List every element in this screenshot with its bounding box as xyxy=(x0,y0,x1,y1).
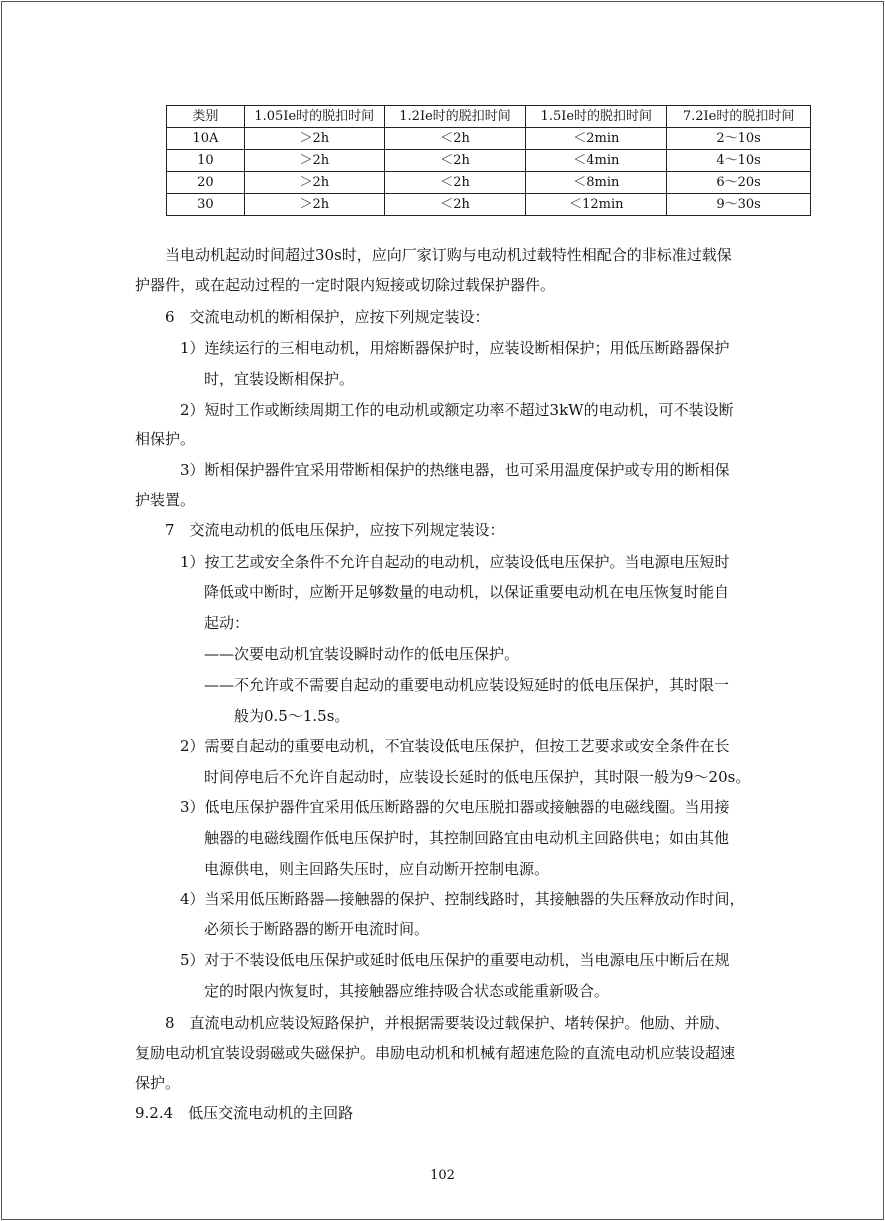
text-line: 定的时限内恢复时，其接触器应维持吸合状态或能重新吸合。 xyxy=(204,982,610,1000)
text-line: 当电动机起动时间超过30s时，应向厂家订购与电动机过载特性相配合的非标准过载保 xyxy=(165,246,732,264)
table-cell: 6～20s xyxy=(667,172,811,194)
table-header-cell: 1.5Ie时的脱扣时间 xyxy=(526,106,667,128)
page-number: 102 xyxy=(430,1168,455,1183)
table-header-cell: 类别 xyxy=(167,106,245,128)
table-cell: 20 xyxy=(167,172,245,194)
text-line: 5）对于不装设低电压保护或延时低电压保护的重要电动机，当电源电压中断后在规 xyxy=(180,951,730,969)
text-line: 2）短时工作或断续周期工作的电动机或额定功率不超过3kW的电动机，可不装设断 xyxy=(180,401,734,419)
table-cell: ＜4min xyxy=(526,150,667,172)
table-row xyxy=(167,194,811,216)
text-line: 2）需要自起动的重要电动机，不宜装设低电压保护，但按工艺要求或安全条件在长 xyxy=(180,737,730,755)
table-cell: ＜2min xyxy=(526,128,667,150)
text-line: 护器件，或在起动过程的一定时限内短接或切除过载保护器件。 xyxy=(135,276,556,294)
table-header-cell: 1.2Ie时的脱扣时间 xyxy=(384,106,526,128)
section-heading: 9.2.4 低压交流电动机的主回路 xyxy=(135,1104,354,1122)
table-header-cell: 1.05Ie时的脱扣时间 xyxy=(244,106,384,128)
table-cell: ＜2h xyxy=(384,172,526,194)
trip-time-table xyxy=(166,105,811,216)
text-line: 4）当采用低压断路器—接触器的保护、控制线路时，其接触器的失压释放动作时间， xyxy=(180,890,745,908)
table-cell: ＜2h xyxy=(384,128,526,150)
table-header-cell: 7.2Ie时的脱扣时间 xyxy=(667,106,811,128)
table-cell: ＞2h xyxy=(244,128,384,150)
table-row xyxy=(167,150,811,172)
text-line: 相保护。 xyxy=(135,430,196,448)
table-cell: ＞2h xyxy=(244,194,384,216)
text-line: 护装置。 xyxy=(135,491,196,509)
table-cell: 9～30s xyxy=(667,194,811,216)
text-line: 必须长于断路器的断开电流时间。 xyxy=(204,920,430,938)
text-line: 复励电动机宜装设弱磁或失磁保护。串励电动机和机械有超速危险的直流电动机应装设超速 xyxy=(135,1044,736,1062)
table-row xyxy=(167,128,811,150)
text-line: 触器的电磁线圈作低电压保护时，其控制回路宜由电动机主回路供电；如由其他 xyxy=(204,829,730,847)
text-line: 降低或中断时，应断开足够数量的电动机，以保证重要电动机在电压恢复时能自 xyxy=(204,583,730,601)
text-line: 般为0.5～1.5s。 xyxy=(234,707,350,725)
text-line: 时，宜装设断相保护。 xyxy=(204,370,355,388)
text-line: 3）低电压保护器件宜采用低压断路器的欠电压脱扣器或接触器的电磁线圈。当用接 xyxy=(180,798,730,816)
text-line: 6 交流电动机的断相保护，应按下列规定装设： xyxy=(165,308,490,326)
table-cell: ＜8min xyxy=(526,172,667,194)
table-cell: ＜12min xyxy=(526,194,667,216)
text-line: 时间停电后不允许自起动时，应装设长延时的低电压保护，其时限一般为9～20s。 xyxy=(204,768,751,786)
table-cell: ＜2h xyxy=(384,150,526,172)
text-line: 起动： xyxy=(204,614,250,632)
text-line: 3）断相保护器件宜采用带断相保护的热继电器，也可采用温度保护或专用的断相保 xyxy=(180,461,730,479)
text-line: 电源供电，则主回路失压时，应自动断开控制电源。 xyxy=(204,860,550,878)
text-line: 8 直流电动机应装设短路保护，并根据需要装设过载保护、堵转保护。他励、并励、 xyxy=(165,1014,730,1032)
text-line: 1）连续运行的三相电动机，用熔断器保护时，应装设断相保护；用低压断路器保护 xyxy=(180,339,730,357)
table-cell: ＜2h xyxy=(384,194,526,216)
table-cell: 10A xyxy=(167,128,245,150)
text-line: 保护。 xyxy=(135,1074,181,1092)
text-line: 7 交流电动机的低电压保护，应按下列规定装设： xyxy=(165,521,505,539)
table-cell: ＞2h xyxy=(244,172,384,194)
table-cell: 10 xyxy=(167,150,245,172)
text-line: ——不允许或不需要自起动的重要电动机应装设短延时的低电压保护，其时限一 xyxy=(204,676,730,694)
table-cell: 4～10s xyxy=(667,150,811,172)
table-cell: 30 xyxy=(167,194,245,216)
table-cell: ＞2h xyxy=(244,150,384,172)
text-line: ——次要电动机宜装设瞬时动作的低电压保护。 xyxy=(204,645,520,663)
text-line: 1）按工艺或安全条件不允许自起动的电动机，应装设低电压保护。当电源电压短时 xyxy=(180,553,730,571)
table-header-row xyxy=(167,106,811,128)
table-row xyxy=(167,172,811,194)
table-cell: 2～10s xyxy=(667,128,811,150)
